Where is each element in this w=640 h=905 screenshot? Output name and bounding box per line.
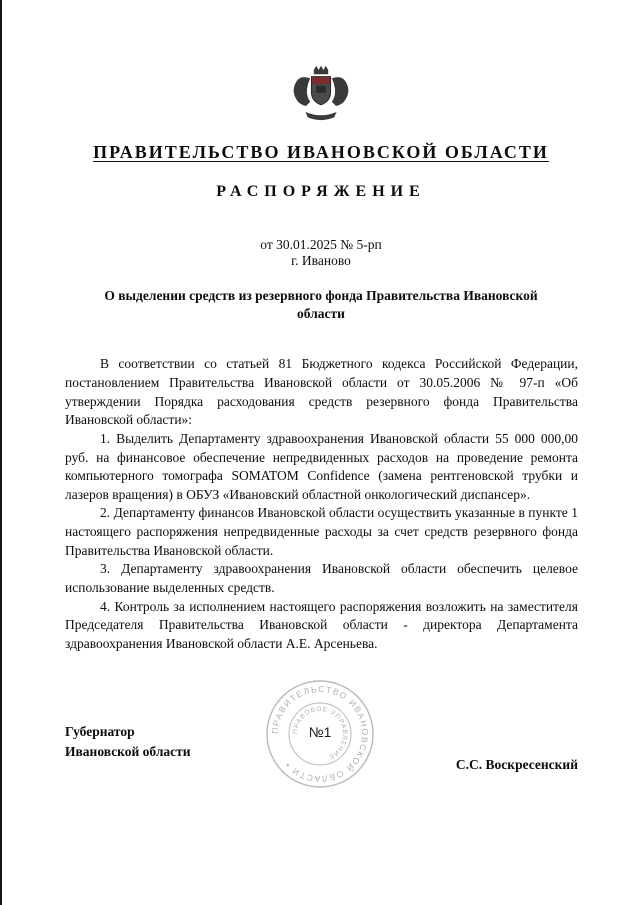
document-body xyxy=(2,355,640,653)
signatory-position-line1: Губернатор xyxy=(65,724,135,739)
signatory-position-line2: Ивановской области xyxy=(65,744,191,760)
city-line: г. Иваново xyxy=(291,253,351,268)
doc-type-heading: РАСПОРЯЖЕНИЕ xyxy=(216,183,426,200)
org-name-heading: ПРАВИТЕЛЬСТВО ИВАНОВСКОЙ ОБЛАСТИ xyxy=(93,142,549,162)
paragraph-item-2: 2. Департаменту финансов Ивановской области осуществить указанные в пункте 1 настоящего распоряжения непредвиденные расходы за счет средств резервного фонда Правительства Ивановской области. xyxy=(65,505,578,558)
document-subject: О выделении средств из резервного фонда Правительства Ивановской области xyxy=(104,288,538,322)
stamp-number: №1 xyxy=(308,724,332,740)
coat-of-arms-icon xyxy=(281,64,361,124)
stamp-inner-text: ПРАВОВОЕ УПРАВЛЕНИЕ xyxy=(291,705,349,761)
stamp-outer-text: ПРАВИТЕЛЬСТВО ИВАНОВСКОЙ ОБЛАСТИ • xyxy=(269,683,371,785)
paragraph-item-3: 3. Департаменту здравоохранения Ивановской области обеспечить целевое использование выделенных средств. xyxy=(65,561,578,595)
signatory-name: С.С. Воскресенский xyxy=(455,757,578,772)
paragraph-item-4: 4. Контроль за исполнением настоящего распоряжения возложить на заместителя Председателя Правительства Ивановской области - директора Департамента здравоохранения Ивановской области А.Е. Арсеньева. xyxy=(65,598,578,651)
official-stamp xyxy=(260,674,380,794)
paragraph-intro: В соответствии со статьей 81 Бюджетного кодекса Российской Федерации, постановлением Правительства Ивановской области от 30.05.2006 № 97-п «Об утверждении Порядка расходования средств резервного фонда Правительства Ивановской области»: xyxy=(65,356,578,428)
paragraph-item-1: 1. Выделить Департаменту здравоохранения Ивановской области 55 000 000,00 руб. на финансовое обеспечение непредвиденных расходов на проведение ремонта компьютерного томографа SOMATOM Confidence (замена рентгеновской трубки и лазеров вращения) в ОБУЗ «Ивановский областной онкологический диспансер». xyxy=(65,430,578,502)
signatory-position xyxy=(65,722,191,763)
date-number-line: от 30.01.2025 № 5-рп xyxy=(260,237,382,252)
